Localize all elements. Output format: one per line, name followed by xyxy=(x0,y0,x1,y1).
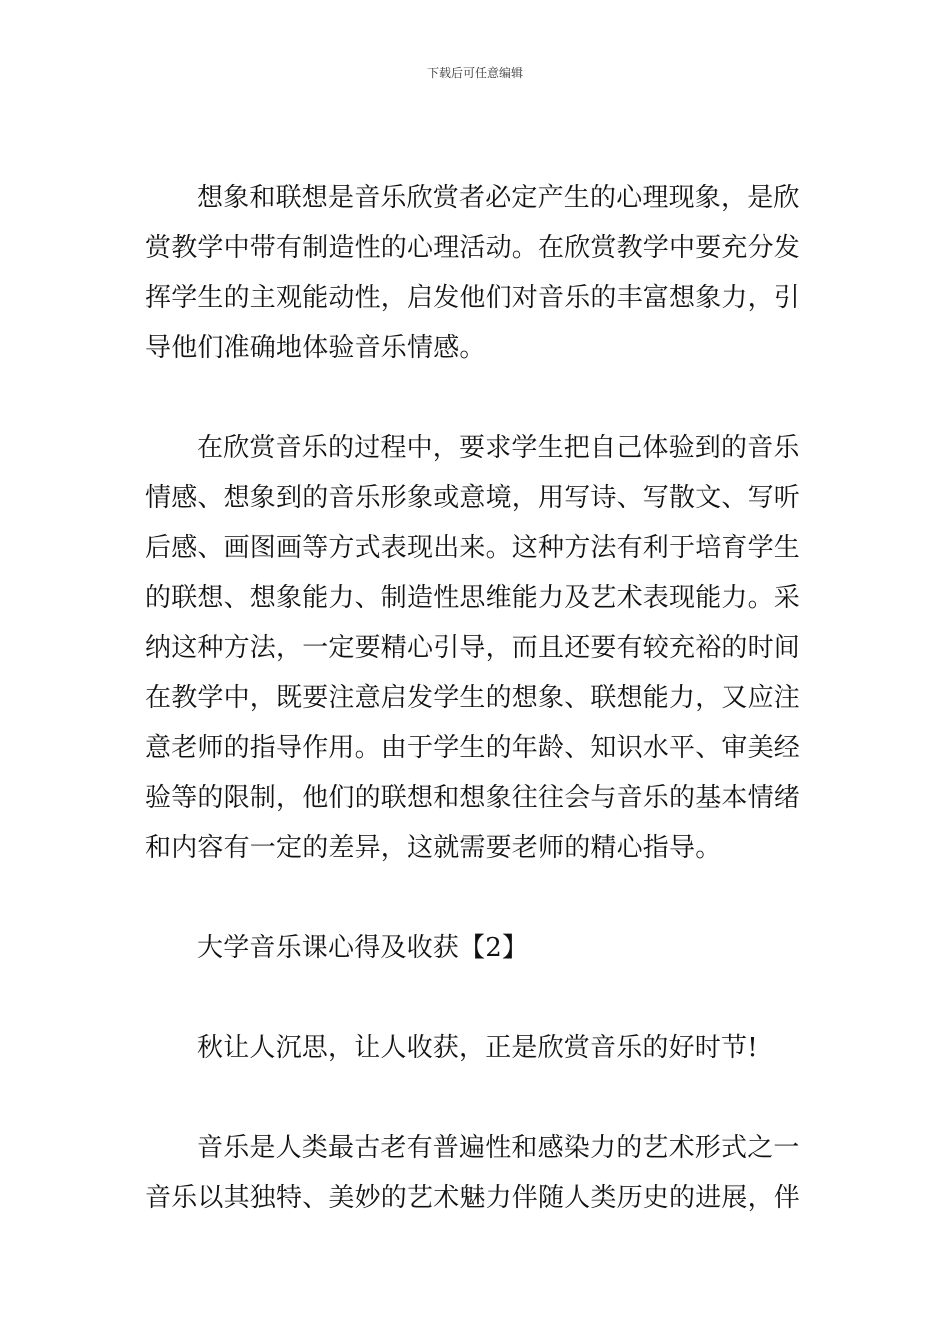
text-line: 在教学中，既要注意启发学生的想象、联想能力，又应注 xyxy=(145,683,801,713)
text-line: 赏教学中带有制造性的心理活动。在欣赏教学中要充分发 xyxy=(145,233,801,263)
text-line: 导他们准确地体验音乐情感。 xyxy=(145,333,486,363)
text-line: 想象和联想是音乐欣赏者必定产生的心理现象，是欣 xyxy=(197,183,800,213)
text-line: 的联想、想象能力、制造性思维能力及艺术表现能力。采 xyxy=(145,583,801,613)
text-line: 音乐是人类最古老有普遍性和感染力的艺术形式之一 xyxy=(197,1133,800,1163)
text-line: 在欣赏音乐的过程中，要求学生把自己体验到的音乐 xyxy=(197,433,800,463)
heading-line: 大学音乐课心得及收获【2】 xyxy=(197,933,529,963)
text-line: 后感、画图画等方式表现出来。这种方法有利于培育学生 xyxy=(145,533,801,563)
text-line: 音乐以其独特、美妙的艺术魅力伴随人类历史的进展，伴 xyxy=(145,1183,801,1213)
page-header: 下载后可任意编辑 xyxy=(426,66,523,80)
text-line: 秋让人沉思，让人收获，正是欣赏音乐的好时节! xyxy=(197,1033,758,1063)
text-line: 验等的限制，他们的联想和想象往往会与音乐的基本情绪 xyxy=(145,783,801,813)
text-line: 情感、想象到的音乐形象或意境，用写诗、写散文、写听 xyxy=(145,483,801,513)
text-line: 纳这种方法，一定要精心引导，而且还要有较充裕的时间 xyxy=(145,633,801,663)
text-line: 意老师的指导作用。由于学生的年龄、知识水平、审美经 xyxy=(145,733,801,763)
text-line: 和内容有一定的差异，这就需要老师的精心指导。 xyxy=(145,833,722,863)
text-line: 挥学生的主观能动性，启发他们对音乐的丰富想象力，引 xyxy=(145,283,801,313)
